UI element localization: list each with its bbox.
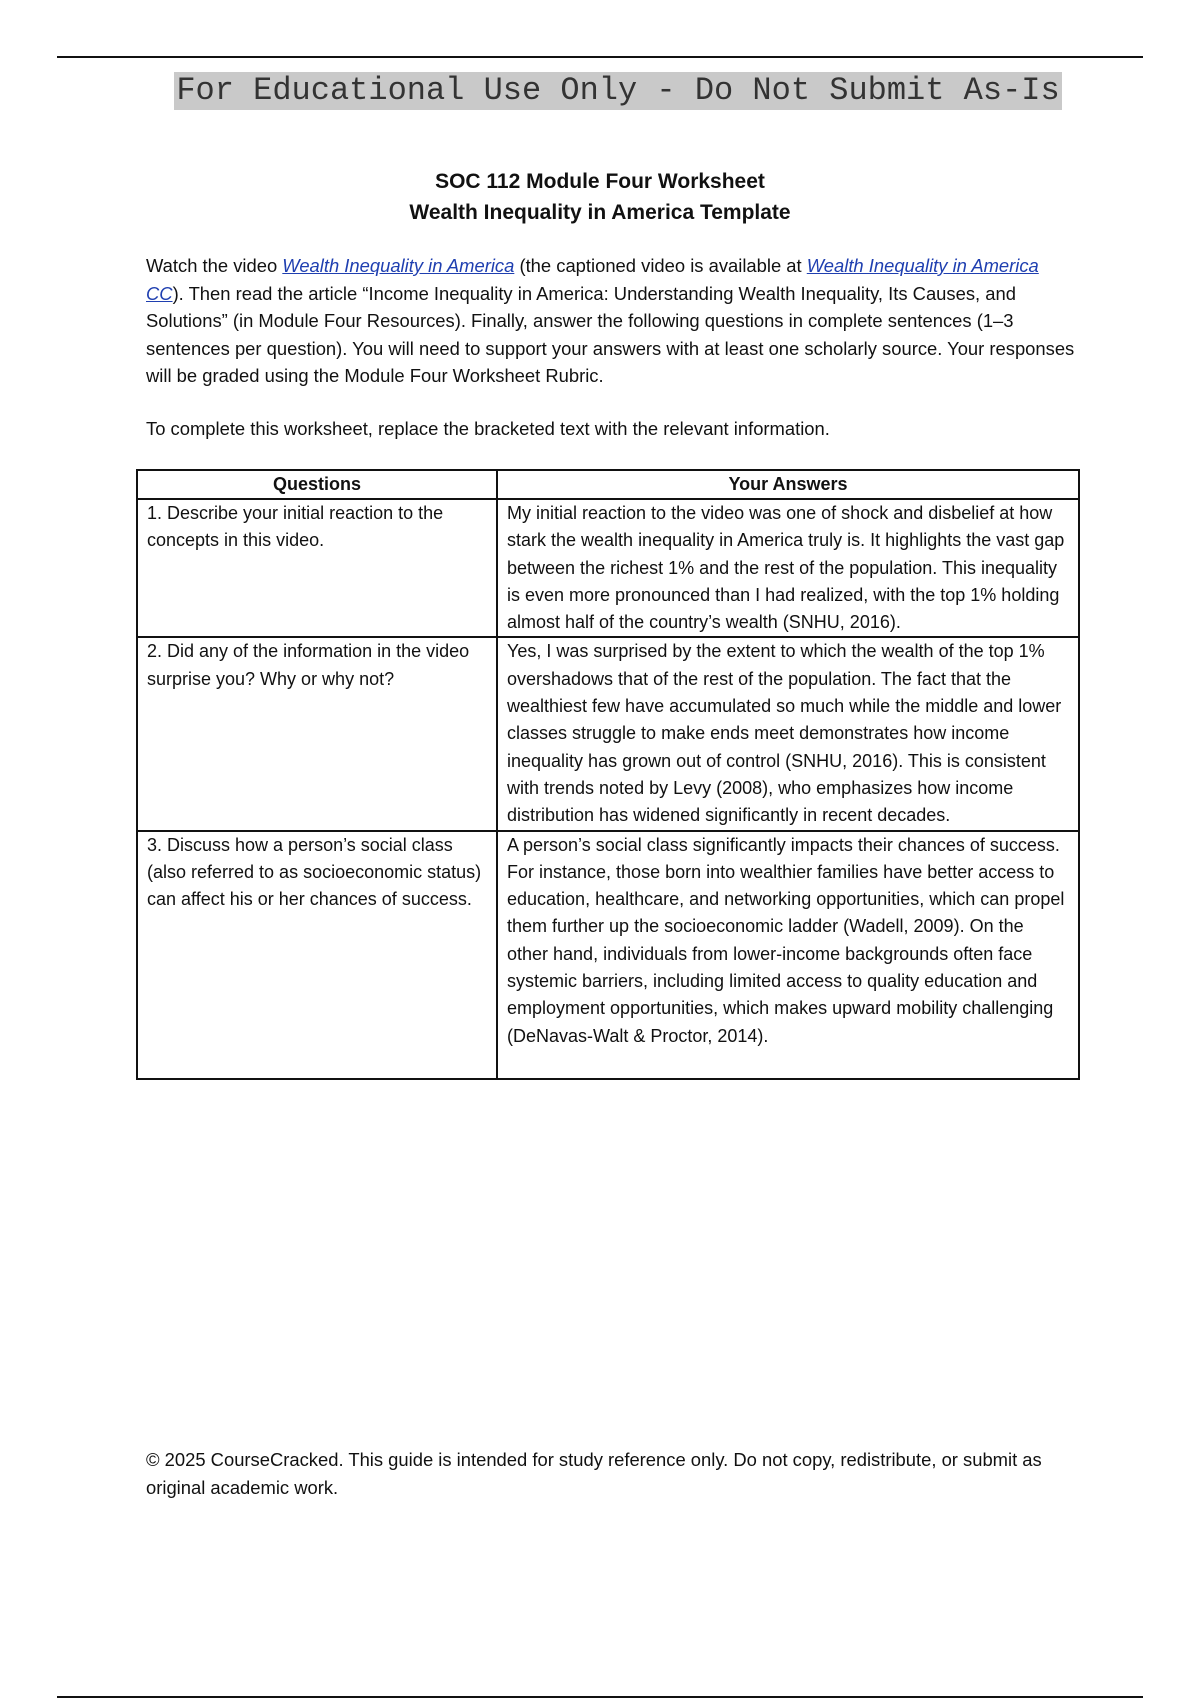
question-cell: 2. Did any of the information in the video surprise you? Why or why not? [137,637,497,830]
intro-text-2: (the captioned video is available at [514,255,807,276]
bottom-rule [57,1696,1143,1698]
document-subtitle: Wealth Inequality in America Template [409,201,791,224]
document-header [0,166,1200,228]
question-cell: 1. Describe your initial reaction to the concepts in this video. [137,499,497,637]
intro-text-1: Watch the video [146,255,283,276]
worksheet-table [136,469,1080,1080]
copyright-footer: © 2025 CourseCracked. This guide is intended for study reference only. Do not copy, redistribute, or submit as original academic work. [146,1449,1042,1498]
table-header-row [137,470,1079,499]
table-row [137,831,1079,1079]
answer-cell: My initial reaction to the video was one of shock and disbelief at how stark the wealth inequality in America truly is. It highlights the vast gap between the richest 1% and the rest of the population. This inequality is even more pronounced than I had realized, with the top 1% holding almost half of the country’s wealth (SNHU, 2016). [497,499,1079,637]
instruction-paragraph: To complete this worksheet, replace the bracketed text with the relevant information. [146,418,830,439]
answer-cell: A person’s social class significantly impacts their chances of success. For instance, those born into wealthier families have better access to education, healthcare, and networking opportunities, which can propel them further up the socioeconomic ladder (Wadell, 2009). On the other hand, individuals from lower-income backgrounds often face systemic barriers, including limited access to quality education and employment opportunities, which makes upward mobility challenging (DeNavas-Walt & Proctor, 2014). [497,831,1079,1079]
answers-header: Your Answers [497,470,1079,499]
top-rule [57,56,1143,58]
captioned-video-link[interactable]: Wealth Inequality in America CC [146,255,1039,304]
document-title: SOC 112 Module Four Worksheet [435,170,765,193]
questions-header: Questions [137,470,497,499]
table-row [137,637,1079,830]
intro-paragraph [146,252,1081,390]
answer-cell: Yes, I was surprised by the extent to which the wealth of the top 1% overshadows that of the rest of the population. The fact that the wealthiest few have accumulated so much while the middle and lower classes struggle to make ends meet demonstrates how income inequality has grown out of control (SNHU, 2016). This is consistent with trends noted by Levy (2008), who emphasizes how income distribution has widened significantly in recent decades. [497,637,1079,830]
question-cell: 3. Discuss how a person’s social class (also referred to as socioeconomic status) can affect his or her chances of success. [137,831,497,1079]
intro-text-3: ). Then read the article “Income Inequality in America: Understanding Wealth Inequality, Its Causes, and Solutions” (in Module Four Resources). Finally, answer the following questions in complete sentences (1–3 sentences per question). You will need to support your answers with at least one scholarly source. Your responses will be graded using the Module Four Worksheet Rubric. [146,282,1075,386]
watermark-banner: For Educational Use Only - Do Not Submit As-Is [174,72,1062,110]
table-row [137,499,1079,637]
video-link[interactable]: Wealth Inequality in America [282,255,515,276]
